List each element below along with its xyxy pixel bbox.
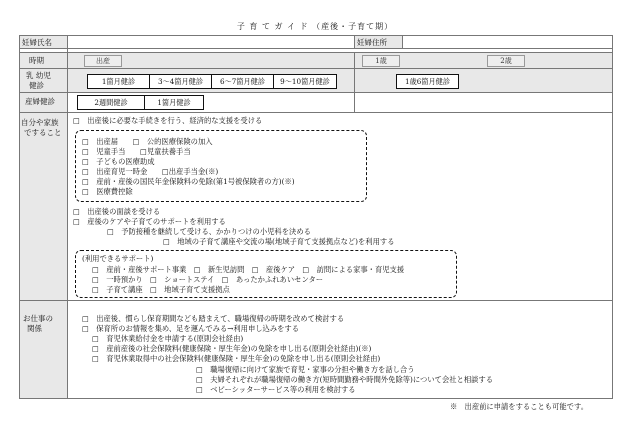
family-label-line1: 自分や家族	[21, 118, 59, 127]
procedure-item: □ 医療費控除	[82, 187, 133, 196]
period-label: 時期	[29, 56, 44, 65]
grid-line	[19, 52, 613, 53]
family-label-line2: ですること	[24, 128, 62, 137]
period-postpartum-box: 出産	[84, 55, 122, 67]
grid-line	[402, 35, 403, 48]
grid-line	[19, 300, 613, 301]
procedure-item: □ 出産育児一時金 □出産手当金(※)	[82, 167, 219, 176]
name-label: 妊婦氏名	[22, 38, 52, 47]
work-item: □ 育児休業給付金を申請する(原則会社経由)	[92, 334, 244, 343]
work-item: □ 職場復帰に向けて家族で育児・家事の分担や働き方を話し合う	[196, 365, 415, 374]
grid-line	[19, 92, 613, 93]
family-item-interview: □ 出産後の面談を受ける	[73, 207, 161, 216]
grid-line	[19, 35, 20, 398]
work-item: □ 育児休業取得中の社会保険料(健康保険・厚生年金)の免除を申し出る(原則会社経由)	[92, 354, 381, 363]
maternal-2w: 2週間健診	[77, 95, 145, 110]
support-line: □ 一時預かり □ ショートステイ □ あったかふれあいセンター	[92, 275, 324, 284]
checkup-9-10m: 9～10箇月健診	[273, 74, 337, 89]
maternal-1m: 1箇月健診	[144, 95, 204, 110]
procedure-item: □ 子どもの医療助成	[82, 157, 155, 166]
checkup-label-line2: 健診	[29, 81, 44, 90]
family-item-vaccination: □ 予防接種を継続して受ける、かかりつけの小児科を決める	[107, 227, 311, 236]
footnote: ※ 出産前に申請をすることも可能です。	[449, 402, 588, 411]
support-title: (利用できるサポート)	[82, 254, 154, 263]
work-item: □ 出産後、慣らし保育期間なども踏まえて、職場復帰の時期を改めて検討する	[82, 314, 345, 323]
checkup-1m: 1箇月健診	[87, 74, 150, 89]
checkup-6-7m: 6～7箇月健診	[211, 74, 274, 89]
work-item: □ 夫婦それぞれが職場復帰の働き方(短時間勤務や時間外免除等)について会社と相談する	[196, 375, 494, 384]
grid-line	[19, 398, 613, 399]
support-line: □ 子育て講座 □ 地域子育て支援拠点	[92, 285, 230, 294]
grid-line	[19, 112, 613, 113]
grid-line	[67, 35, 68, 398]
grid-line	[354, 35, 355, 48]
checkup-3-4m: 3～4箇月健診	[149, 74, 212, 89]
procedure-item: □ 産前・産後の国民年金保険料の免除(第1号被保険者の方)(※)	[82, 177, 295, 186]
grid-line	[612, 35, 613, 398]
grid-line	[19, 48, 613, 49]
work-label-line2: 関係	[27, 324, 42, 333]
support-line: □ 産前・産後サポート事業 □ 新生児訪問 □ 産後ケア □ 訪問による家事・育児支援	[92, 265, 405, 274]
page-title: 子 育 て ガ イ ド （産後・子育て期）	[236, 22, 394, 31]
family-item-support: □ 産後のケアや子育てのサポートを利用する	[73, 217, 226, 226]
maternal-label: 産婦健診	[25, 97, 55, 106]
address-label: 妊婦住所	[357, 38, 387, 47]
family-intro: □ 出産後に必要な手続きを行う、経済的な支援を受ける	[73, 116, 263, 125]
grid-line	[19, 68, 613, 69]
procedure-item: □ 出産届 □ 公的医療保険の加入	[82, 137, 213, 146]
checkup-label-line1: 乳 幼児	[26, 71, 51, 80]
period-age1-box: 1歳	[362, 55, 400, 67]
work-item: □ 産前産後の社会保険料(健康保険・厚生年金)の免除を申し出る(原則会社経由)(※)	[92, 344, 372, 353]
grid-line	[19, 35, 613, 36]
procedure-item: □ 児童手当 □児童扶養手当	[82, 147, 191, 156]
grid-line	[354, 52, 355, 112]
work-item: □ 保育所のお情報を集め、足を運んでみる→利用申し込みをする	[82, 324, 300, 333]
work-item: □ ベビーシッターサービス等の利用を検討する	[196, 385, 356, 394]
checkup-1y6m: 1歳6箇月健診	[396, 74, 459, 89]
period-age2-box: 2歳	[487, 55, 525, 67]
family-item-community: □ 地域の子育て講座や交流の場(地域子育て支援拠点など)を利用する	[163, 237, 395, 246]
family-label-cell	[19, 112, 67, 300]
work-label-line1: お仕事の	[23, 314, 53, 323]
